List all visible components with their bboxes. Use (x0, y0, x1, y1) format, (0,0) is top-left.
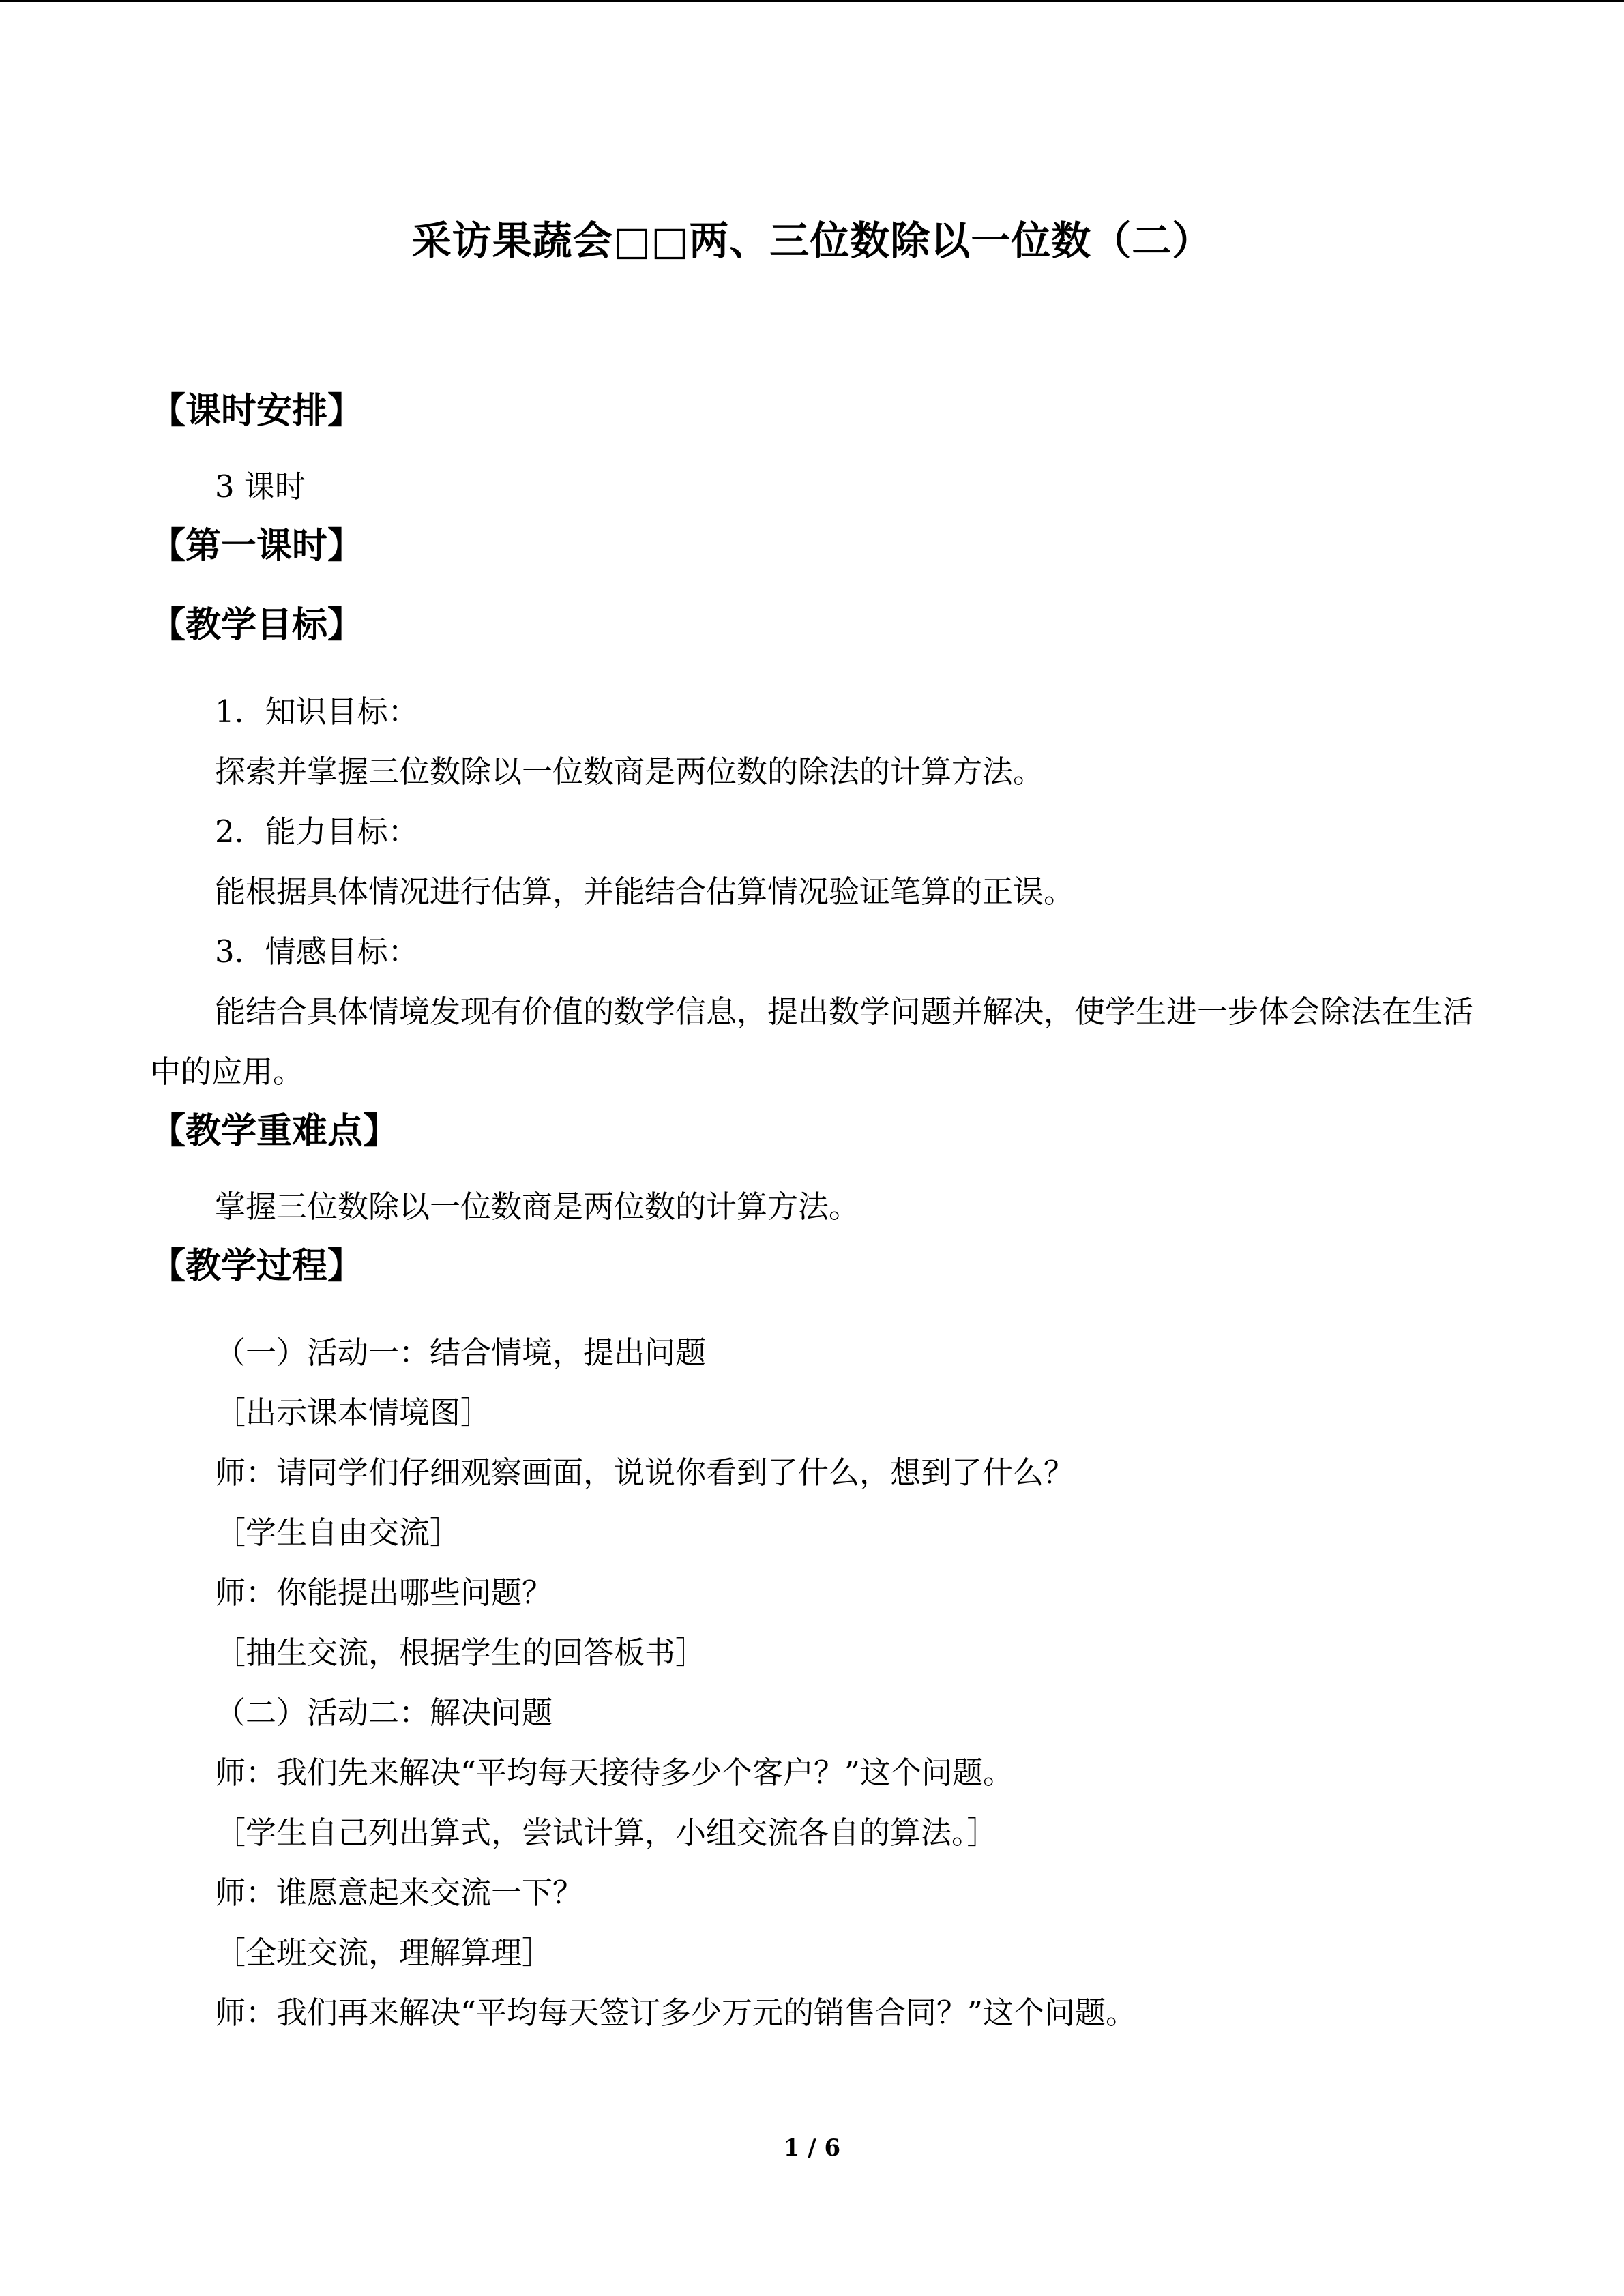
objective-line: 探索并掌握三位数除以一位数商是两位数的除法的计算方法。 (215, 754, 1044, 790)
objective-line: 2．能力目标： (215, 814, 419, 850)
section-heading-schedule: 【课时安排】 (150, 390, 364, 432)
process-line: 师：谁愿意起来交流一下？ (215, 1875, 584, 1911)
page-title: 采访果蔬会□□两、三位数除以一位数（二） (411, 218, 1213, 264)
objective-line: 1．知识目标： (215, 694, 419, 730)
page-number: 1 / 6 (783, 2134, 841, 2162)
process-line: 师：你能提出哪些问题？ (215, 1575, 553, 1611)
section-heading-key-points: 【教学重难点】 (150, 1110, 399, 1152)
process-line: ［出示课本情境图］ (215, 1395, 492, 1431)
process-line: 师：我们先来解决“平均每天接待多少个客户？”这个问题。 (215, 1755, 1014, 1791)
process-line: 师：我们再来解决“平均每天签订多少万元的销售合同？”这个问题。 (215, 1995, 1137, 2031)
objective-line: 3．情感目标： (215, 934, 419, 970)
section-heading-lesson1: 【第一课时】 (150, 525, 364, 567)
document-body (150, 382, 1480, 2043)
process-line: （一）活动一：结合情境，提出问题 (215, 1335, 707, 1371)
process-line: ［学生自由交流］ (215, 1515, 461, 1551)
top-border-rule (0, 0, 1624, 2)
objective-line: 能结合具体情境发现有价值的数学信息，提出数学问题并解决，使学生进一步体会除法在生活中的应用。 (150, 994, 1474, 1090)
process-line: ［全班交流，理解算理］ (215, 1935, 553, 1971)
process-line: 师：请同学们仔细观察画面，说说你看到了什么，想到了什么？ (215, 1455, 1075, 1491)
key-points-text: 掌握三位数除以一位数商是两位数的计算方法。 (215, 1189, 860, 1225)
schedule-text: 3 课时 (215, 468, 306, 505)
process-line: ［抽生交流，根据学生的回答板书］ (215, 1635, 707, 1671)
section-heading-process: 【教学过程】 (150, 1245, 364, 1287)
process-line: ［学生自己列出算式，尝试计算，小组交流各自的算法。］ (215, 1815, 998, 1851)
process-line: （二）活动二：解决问题 (215, 1695, 553, 1731)
objective-line: 能根据具体情况进行估算，并能结合估算情况验证笔算的正误。 (215, 874, 1075, 910)
section-heading-objectives: 【教学目标】 (150, 604, 364, 646)
